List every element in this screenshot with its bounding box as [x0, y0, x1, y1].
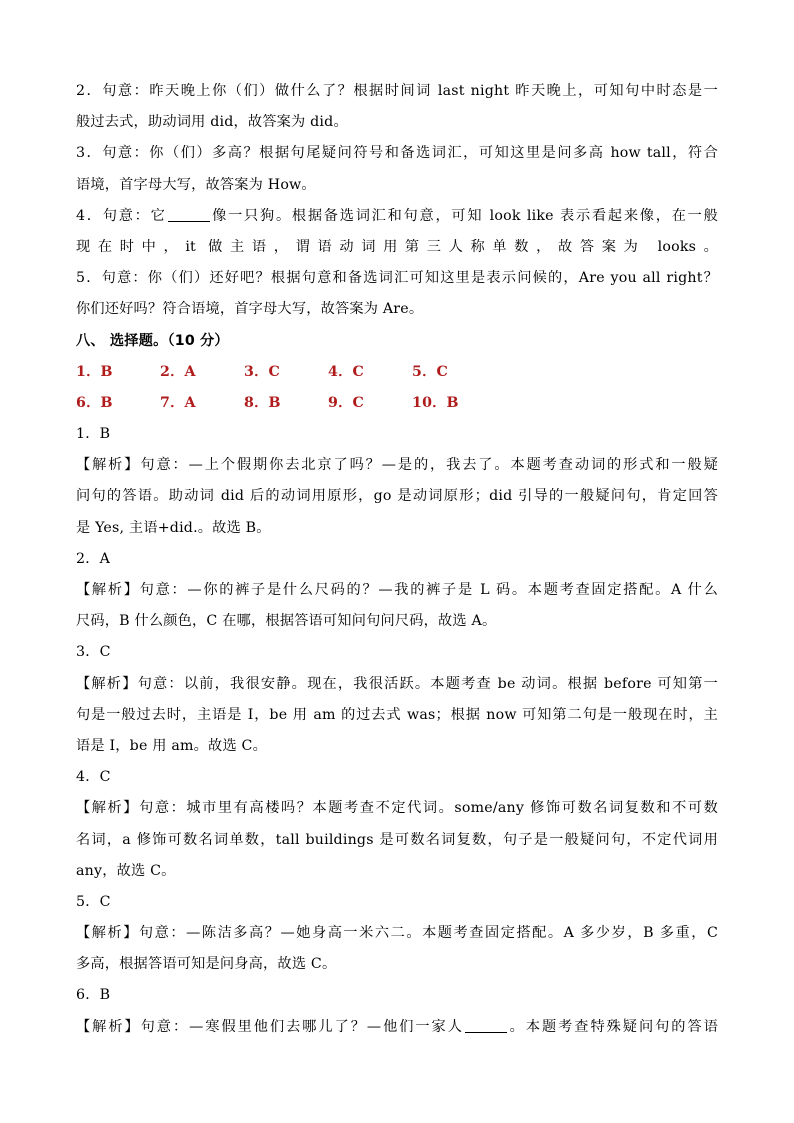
answer-item: 5．C — [412, 363, 448, 380]
answer-label: 5．C — [76, 893, 111, 910]
explanation-line: 句是一般过去时，主语是 I，be 用 am 的过去式 was；根据 now 可知第二句是一般现在时，主 — [76, 706, 718, 723]
fill-blank — [465, 1016, 507, 1033]
answer-item: 10．B — [412, 394, 459, 411]
answer-item: 7．A — [160, 394, 196, 411]
explanation-line: 【解析】句意：—陈洁多高？—她身高一米六二。本题考查固定搭配。A 多少岁，B 多重，C — [76, 925, 718, 942]
answer-label: 2．A — [76, 550, 111, 567]
text-line: 你们还好吗？符合语境，首字母大写，故答案为 Are。 — [76, 301, 424, 318]
explanation-line: 【解析】句意：—上个假期你去北京了吗？—是的，我去了。本题考查动词的形式和一般疑 — [76, 457, 718, 474]
explanation-line: 名词，a 修饰可数名词单数，tall buildings 是可数名词复数，句子是一般疑问句，不定代词用 — [76, 831, 718, 848]
text-line: 语境，首字母大写，故答案为 How。 — [76, 176, 316, 193]
explanation-line: 【解析】句意：城市里有高楼吗？本题考查不定代词。some/any 修饰可数名词复数和不可数 — [76, 800, 718, 817]
answer-item: 8．B — [244, 394, 281, 411]
explanation-line: 多高，根据答语可知是问身高，故选 C。 — [76, 956, 337, 973]
text-line: 3．句意：你（们）多高？根据句尾疑问符号和备选词汇，可知这里是问多高 how tall，符合 — [76, 145, 718, 162]
answer-row — [76, 388, 718, 419]
explanation-line: any，故选 C。 — [76, 862, 176, 879]
document-page — [76, 76, 718, 1043]
answer-row — [76, 357, 718, 388]
answer-label: 4．C — [76, 769, 111, 786]
answer-label: 3．C — [76, 644, 111, 661]
answer-item: 1．B — [76, 363, 113, 380]
explanation-line: 【解析】句意：—你的裤子是什么尺码的？—我的裤子是 L 码。本题考查固定搭配。A 什么 — [76, 582, 718, 598]
text-segment: 【解析】句意：—寒假里他们去哪儿了？—他们一家人 — [76, 1018, 464, 1035]
explanation-line: 【解析】句意：以前，我很安静。现在，我很活跃。本题考查 be 动词。根据 before 可知第一 — [76, 675, 718, 692]
text-line: 现在时中，it 做主语，谓语动词用第三人称单数，故答案为 looks。 — [76, 238, 718, 255]
text-line-with-blank — [76, 201, 718, 232]
text-segment: 4．句意：它 — [76, 207, 167, 224]
explanation-line: 尺码，B 什么颜色，C 在哪，根据答语可知问句问尺码，故选 A。 — [76, 613, 497, 630]
explanation-line: 是 Yes, 主语+did.。故选 B。 — [76, 519, 271, 536]
explanation-line: 问句的答语。助动词 did 后的动词用原形，go 是动词原形；did 引导的一般疑问句，肯定回答 — [76, 488, 718, 505]
text-line: 5．句意：你（们）还好吧？根据句意和备选词汇可知这里是表示问候的，Are you all right？ — [76, 270, 718, 287]
answer-label: 1．B — [76, 426, 111, 443]
answer-item: 6．B — [76, 394, 113, 411]
text-line: 2．句意：昨天晚上你（们）做什么了？根据时间词 last night 昨天晚上，可知句中时态是一 — [76, 83, 718, 99]
text-line-with-blank — [76, 1012, 718, 1043]
text-line: 般过去式，助动词用 did，故答案为 did。 — [76, 114, 348, 131]
answer-item: 2．A — [160, 363, 196, 380]
explanation-line: 语是 I，be 用 am。故选 C。 — [76, 737, 267, 754]
answer-label: 6．B — [76, 987, 111, 1004]
text-segment: 。本题考查特殊疑问句的答语 — [507, 1018, 718, 1035]
answer-item: 4．C — [328, 363, 364, 380]
answer-item: 3．C — [244, 363, 280, 380]
fill-blank — [168, 205, 210, 222]
answer-item: 9．C — [328, 394, 364, 411]
section-heading: 八、 选择题。（10 分） — [76, 332, 229, 349]
text-segment: 像一只狗。根据备选词汇和句意，可知 look like 表示看起来像，在一般 — [210, 207, 718, 224]
